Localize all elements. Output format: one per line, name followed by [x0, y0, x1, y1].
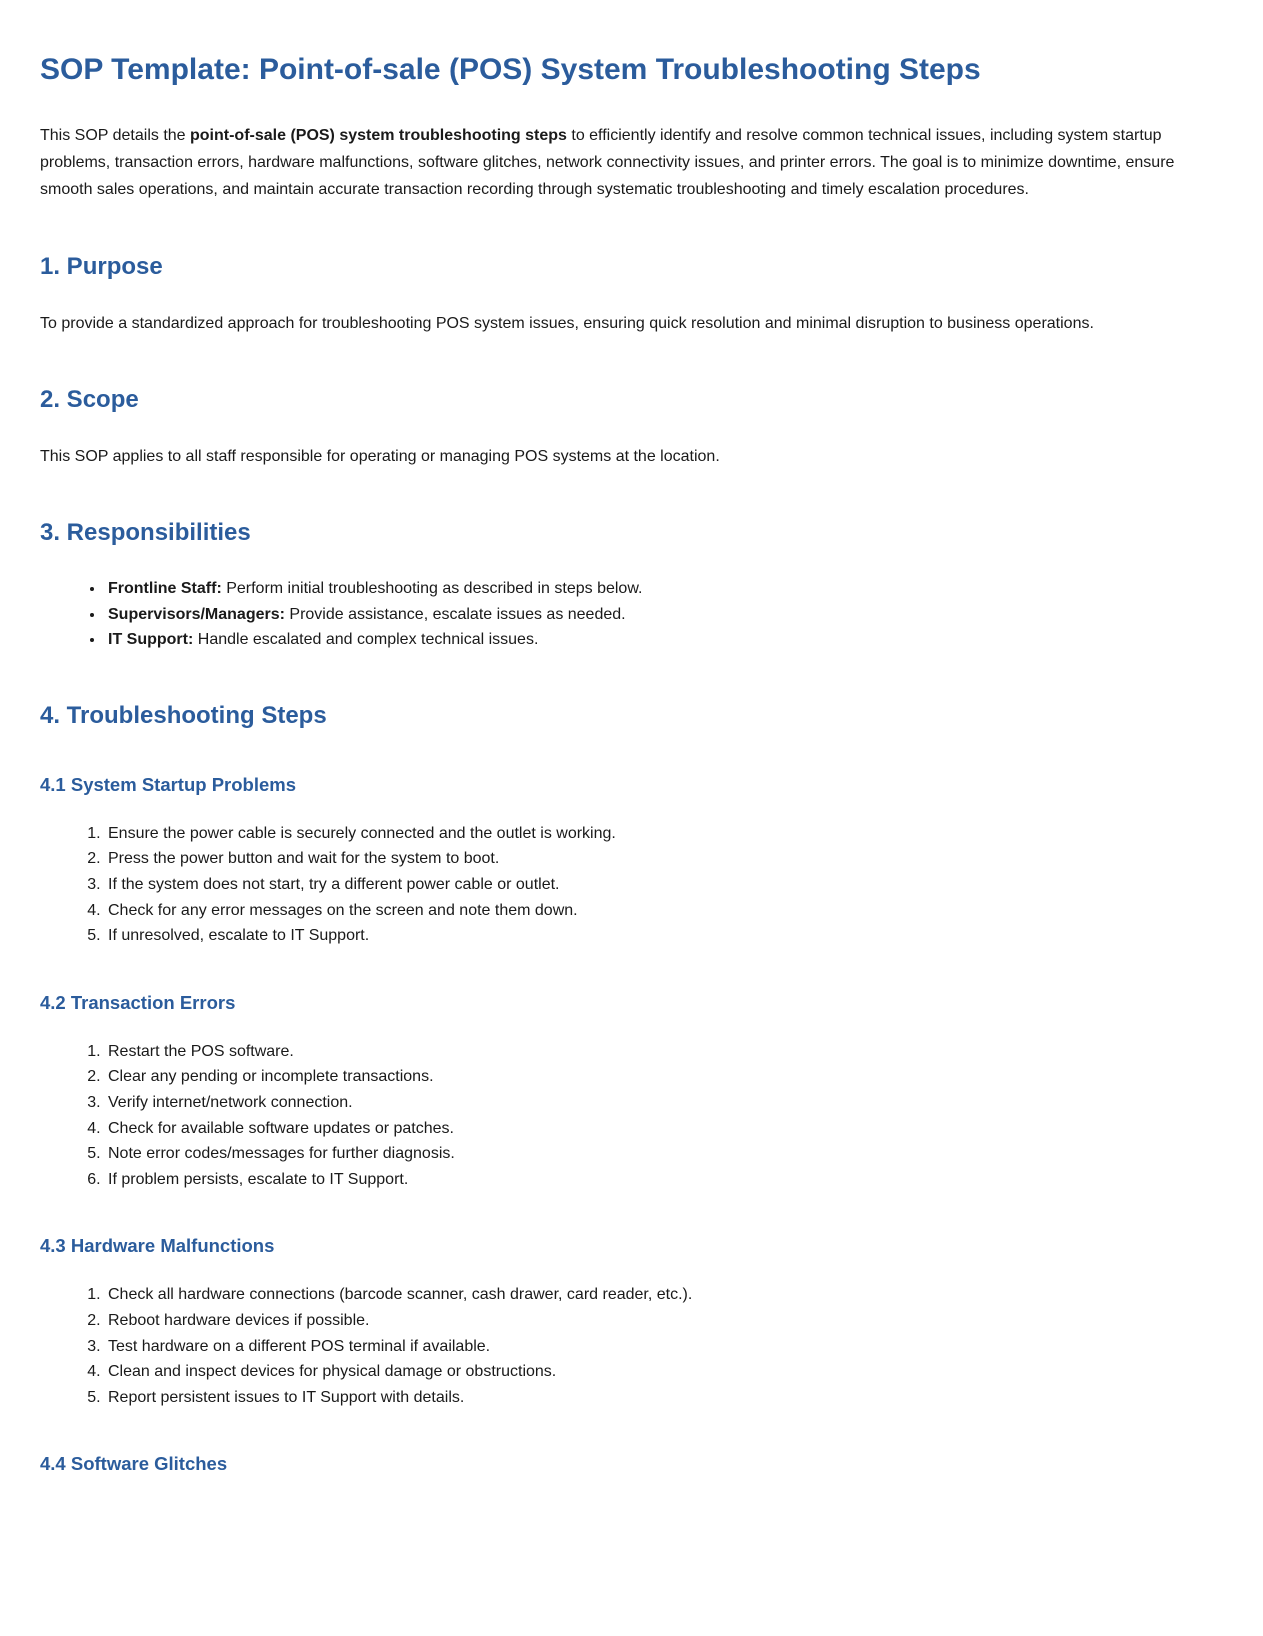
scope-text: This SOP applies to all staff responsible for operating or managing POS systems at the location. [40, 447, 720, 465]
intro-text-after: to efficiently identify and resolve common technical issues, including system startup problems, transaction errors, hardware malfunctions, software glitches, network connectivity issues, and printer errors. The goal is to minimize downtime, ensure smooth sales operations, and maintain accurate transaction recording through systematic troubleshooting and timely escalation procedures. [40, 127, 1175, 199]
list-item: 2. Press the power button and wait for the system to boot. [105, 846, 1223, 872]
responsibilities-list [40, 576, 1223, 653]
list-item: 3. Test hardware on a different POS terminal if available. [105, 1334, 1223, 1360]
list-item: 1. Restart the POS software. [105, 1039, 1223, 1065]
system-startup-steps-list [40, 821, 1223, 949]
section-heading-responsibilities: 3. Responsibilities [40, 518, 251, 546]
list-item: 4. Clean and inspect devices for physical damage or obstructions. [105, 1359, 1223, 1385]
role-label: Supervisors/Managers: [108, 605, 285, 623]
list-item: 4. Check for available software updates or patches. [105, 1116, 1223, 1142]
intro-paragraph [40, 122, 1223, 204]
list-item: 5. Note error codes/messages for further diagnosis. [105, 1141, 1223, 1167]
list-item [105, 576, 1223, 602]
role-description: Provide assistance, escalate issues as needed. [284, 605, 626, 623]
intro-bold-phrase: point-of-sale (POS) system troubleshooting steps [190, 127, 567, 144]
role-label: IT Support: [108, 631, 194, 649]
list-item: 3. Verify internet/network connection. [105, 1090, 1223, 1116]
purpose-text: To provide a standardized approach for troubleshooting POS system issues, ensuring quick resolution and minimal disruption to business operations. [40, 314, 1094, 332]
role-description: Handle escalated and complex technical issues. [193, 631, 539, 649]
list-item: 1. Check all hardware connections (barcode scanner, cash drawer, card reader, etc.). [105, 1282, 1223, 1308]
list-item: 5. If unresolved, escalate to IT Support. [105, 923, 1223, 949]
subsection-heading-software-glitches: 4.4 Software Glitches [40, 1453, 228, 1475]
role-description: Perform initial troubleshooting as described in steps below. [221, 579, 643, 597]
list-item: 2. Reboot hardware devices if possible. [105, 1308, 1223, 1334]
list-item [105, 602, 1223, 628]
section-heading-purpose: 1. Purpose [40, 252, 163, 280]
subsection-heading-transaction-errors: 4.2 Transaction Errors [40, 991, 236, 1013]
list-item: 3. If the system does not start, try a different power cable or outlet. [105, 872, 1223, 898]
subsection-heading-system-startup-problems: 4.1 System Startup Problems [40, 773, 297, 795]
section-heading-scope: 2. Scope [40, 385, 139, 413]
hardware-malfunctions-steps-list [40, 1282, 1223, 1410]
transaction-errors-steps-list [40, 1039, 1223, 1193]
section-heading-troubleshooting-steps: 4. Troubleshooting Steps [40, 701, 327, 729]
list-item: 1. Ensure the power cable is securely connected and the outlet is working. [105, 821, 1223, 847]
role-label: Frontline Staff: [108, 579, 222, 597]
list-item: 5. Report persistent issues to IT Support with details. [105, 1385, 1223, 1411]
subsection-heading-hardware-malfunctions: 4.3 Hardware Malfunctions [40, 1235, 275, 1257]
list-item [105, 627, 1223, 653]
page-title: SOP Template: Point-of-sale (POS) System Troubleshooting Steps [40, 53, 981, 86]
list-item: 4. Check for any error messages on the screen and note them down. [105, 898, 1223, 924]
list-item: 2. Clear any pending or incomplete transactions. [105, 1064, 1223, 1090]
intro-text-before: This SOP details the [40, 127, 190, 144]
list-item: 6. If problem persists, escalate to IT Support. [105, 1167, 1223, 1193]
